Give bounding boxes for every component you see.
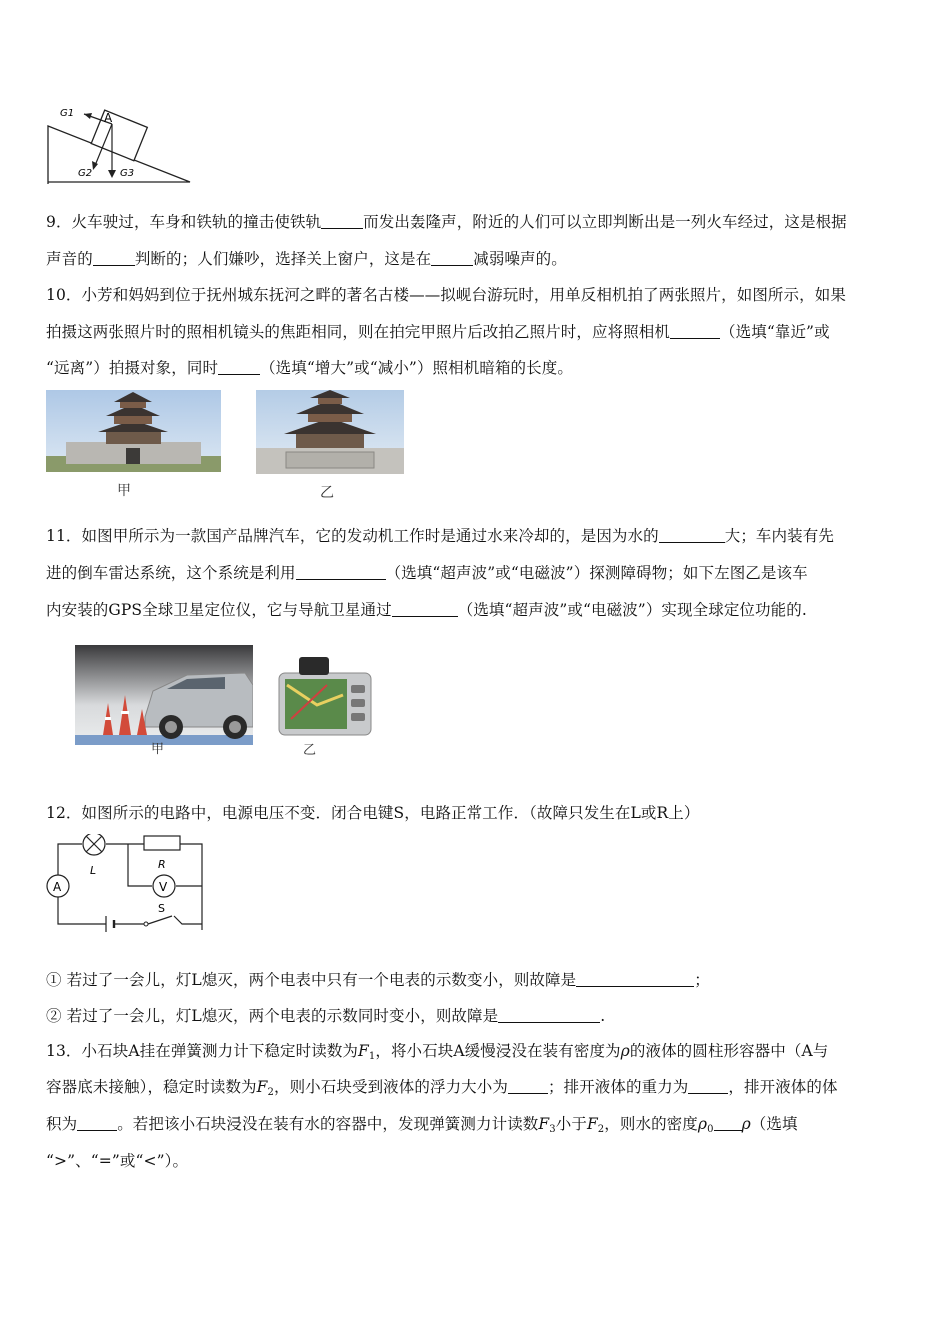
label-g3: G3 — [120, 168, 135, 179]
gps-device-photo — [277, 655, 375, 737]
q13-line4: “>”、“=”或“<”）。 — [46, 1152, 189, 1170]
q9-blank1[interactable] — [321, 214, 363, 229]
q13-line1: 13．小石块A挂在弹簧测力计下稳定时读数为$F_1$，将小石块A缓慢浸没在装有密度为ρ的液体的圆柱形容器中（A与 — [46, 1042, 829, 1062]
wire-switch-right — [174, 916, 202, 924]
q12-blank1[interactable] — [576, 972, 694, 987]
q10-blank1[interactable] — [670, 324, 720, 339]
q10-line1: 10．小芳和妈妈到位于抚州城东抚河之畔的著名古楼——拟岘台游玩时，用单反相机拍了两张照片，如图所示，如果 — [46, 286, 846, 304]
q11-line3: 内安装的GPS全球卫星定位仪，它与导航卫星通过 （选填“超声波”或“电磁波”）实现全球定位功能的. — [46, 601, 807, 619]
g3-arrowhead — [108, 170, 116, 178]
wire-left-bottom — [58, 896, 106, 924]
tower-photo-jia — [46, 390, 221, 472]
q10-line3: “远离”）拍摄对象，同时 （选填“增大”或“减小”）照相机暗箱的长度。 — [46, 359, 573, 377]
label-a: A — [104, 111, 113, 125]
q12-line1: 12．如图所示的电路中，电源电压不变．闭合电键S，电路正常工作．（故障只发生在L或R上） — [46, 804, 700, 822]
label-r: R — [158, 858, 166, 871]
caption-car-jia: 甲 — [151, 742, 165, 757]
q9-blank2[interactable] — [93, 251, 135, 266]
q13-line2: 容器底未接触），稳定时读数为$F_2$，则小石块受到液体的浮力大小为 ；排开液体的重力为 ，排开液体的体 — [46, 1078, 838, 1098]
switch-blade — [148, 916, 172, 924]
q13-line3: 积为 。若把该小石块浸没在装有水的容器中，发现弹簧测力计读数$F_3$小于$F_2$，则水的密度$\rho_0$ ρ（选填 — [46, 1115, 798, 1135]
g1-arrowhead — [84, 113, 92, 119]
label-v-meter: V — [159, 880, 168, 894]
q12-blank2[interactable] — [498, 1008, 600, 1023]
car-radar-photo — [75, 645, 253, 745]
caption-yi: 乙 — [320, 485, 334, 501]
q11-blank3[interactable] — [392, 602, 458, 617]
q10-blank2[interactable] — [218, 360, 260, 375]
q9-line2: 声音的 判断的；人们嫌吵，选择关上窗户，这是在 减弱噪声的。 — [46, 250, 567, 268]
caption-jia: 甲 — [117, 483, 131, 499]
tower-photo-yi — [256, 390, 404, 474]
label-g1: G1 — [60, 108, 75, 119]
q9-blank3[interactable] — [431, 251, 473, 266]
caption-gps-yi: 乙 — [303, 743, 317, 758]
incline-figure — [40, 98, 200, 188]
label-g2: G2 — [78, 168, 93, 179]
q13-blank2[interactable] — [688, 1079, 728, 1094]
wire-left-top — [58, 844, 82, 876]
q13-blank1[interactable] — [508, 1079, 548, 1094]
q11-line2: 进的倒车雷达系统，这个系统是利用 （选填“超声波”或“电磁波”）探测障碍物；如下左图乙是该车 — [46, 564, 808, 582]
label-l: L — [90, 864, 97, 877]
q13-blank4[interactable] — [714, 1116, 742, 1131]
q13-blank3[interactable] — [77, 1116, 117, 1131]
label-a-meter: A — [53, 880, 62, 894]
resistor-r — [144, 836, 180, 850]
q11-blank1[interactable] — [659, 528, 725, 543]
q12-sub2: ② 若过了一会儿，灯L熄灭，两个电表的示数同时变小，则故障是 . — [46, 1007, 606, 1025]
label-s: S — [158, 902, 165, 915]
q10-line2: 拍摄这两张照片时的照相机镜头的焦距相同，则在拍完甲照片后改拍乙照片时，应将照相机 （选填“靠近”或 — [46, 323, 830, 341]
q9-line1: 9．火车驶过，车身和铁轨的撞击使铁轨 而发出轰隆声，附近的人们可以立即判断出是一列火车经过，这是根据 — [46, 213, 847, 231]
circuit-diagram — [44, 834, 214, 934]
g2-arrowhead — [92, 161, 98, 170]
q12-sub1: ① 若过了一会儿，灯L熄灭，两个电表中只有一个电表的示数变小，则故障是 ； — [46, 971, 710, 989]
q11-blank2[interactable] — [296, 565, 386, 580]
q11-line1: 11．如图甲所示为一款国产品牌汽车，它的发动机工作时是通过水来冷却的，是因为水的 大；车内装有先 — [46, 527, 834, 545]
